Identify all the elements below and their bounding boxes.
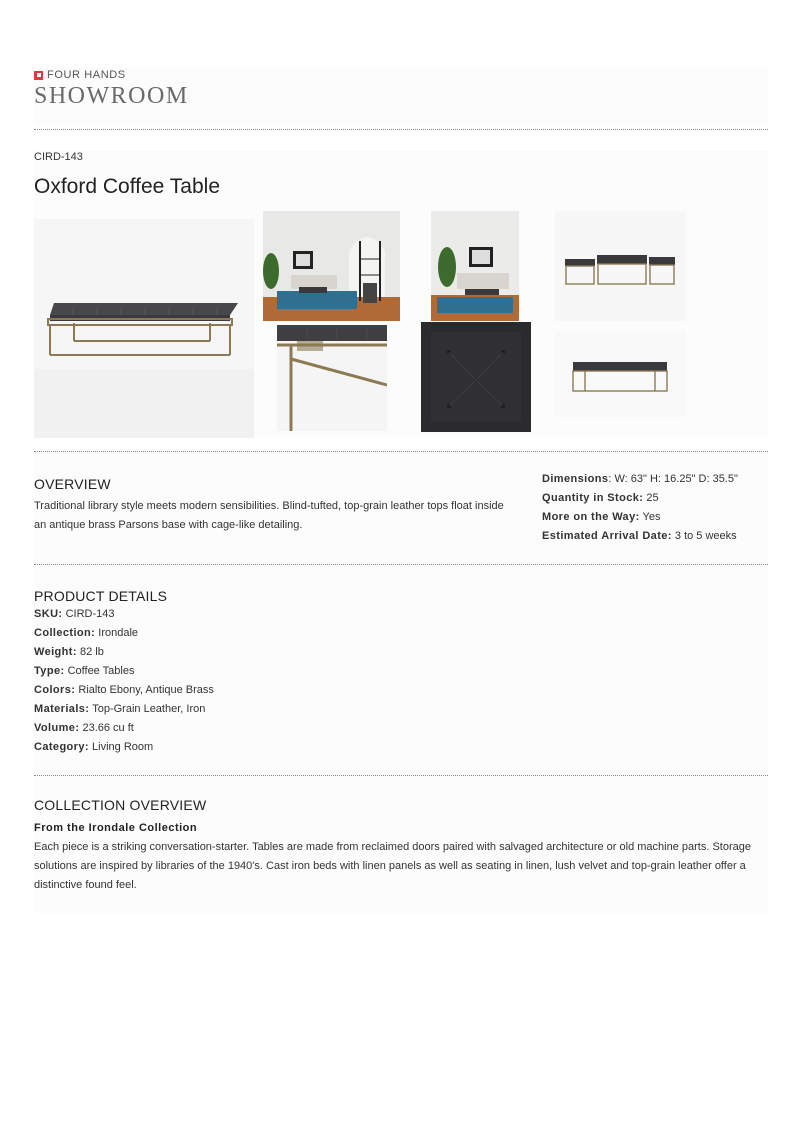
lifestyle-room-photo-narrow[interactable] xyxy=(431,211,519,321)
corner-detail-photo[interactable] xyxy=(277,325,387,431)
brand-logo-icon xyxy=(34,71,43,80)
overview-heading: OVERVIEW xyxy=(34,476,111,492)
spec-arrival-date: Estimated Arrival Date: 3 to 5 weeks xyxy=(542,530,737,542)
detail-row: Type: Coffee Tables xyxy=(34,665,135,677)
image-gallery xyxy=(34,211,768,435)
detail-row: Volume: 23.66 cu ft xyxy=(34,722,134,734)
spec-sheet xyxy=(34,62,768,913)
spec-more-on-way: More on the Way: Yes xyxy=(542,511,661,523)
collection-section xyxy=(34,776,768,913)
three-piece-set-photo[interactable] xyxy=(555,211,686,321)
collection-subheading: From the Irondale Collection xyxy=(34,822,198,834)
showroom-title: SHOWROOM xyxy=(34,83,189,109)
collection-text: Each piece is a striking conversation-starter. Tables are made from reclaimed doors paired with salvaged architecture or old machine parts. Storage solutions are inspired by libraries of the 1940's. Cast iron beds with linen panels as well as seating in linen, lush velvet and top-grain leather offer a distinctive found feel. xyxy=(34,841,751,891)
collection-heading: COLLECTION OVERVIEW xyxy=(34,797,207,813)
product-title: Oxford Coffee Table xyxy=(34,175,221,198)
overview-text: Traditional library style meets modern sensibilities. Blind-tufted, top-grain leather tops float inside an antique brass Parsons base with cage-like detailing. xyxy=(34,500,504,531)
detail-row: Colors: Rialto Ebony, Antique Brass xyxy=(34,684,214,696)
leather-closeup-photo[interactable] xyxy=(421,322,531,432)
spec-list xyxy=(542,470,768,546)
lifestyle-room-photo-wide[interactable] xyxy=(263,211,400,321)
detail-row: Materials: Top-Grain Leather, Iron xyxy=(34,703,206,715)
header xyxy=(34,68,768,124)
detail-row: Category: Living Room xyxy=(34,741,154,753)
product-details-heading: PRODUCT DETAILS xyxy=(34,588,168,604)
product-details-section xyxy=(34,565,768,775)
spec-dimensions: Dimensions: W: 63" H: 16.25" D: 35.5" xyxy=(542,473,738,485)
detail-row: Collection: Irondale xyxy=(34,627,139,639)
side-view-photo[interactable] xyxy=(555,331,686,417)
divider xyxy=(34,129,768,130)
main-product-photo[interactable] xyxy=(34,219,254,438)
overview-section xyxy=(34,452,768,564)
brand-name: FOUR HANDS xyxy=(47,69,126,81)
detail-row: Weight: 82 lb xyxy=(34,646,104,658)
brand-logo[interactable] xyxy=(34,68,768,82)
product-block xyxy=(34,150,768,435)
product-sku: CIRD-143 xyxy=(34,151,83,163)
spec-quantity: Quantity in Stock: 25 xyxy=(542,492,659,504)
detail-row: SKU: CIRD-143 xyxy=(34,608,115,620)
